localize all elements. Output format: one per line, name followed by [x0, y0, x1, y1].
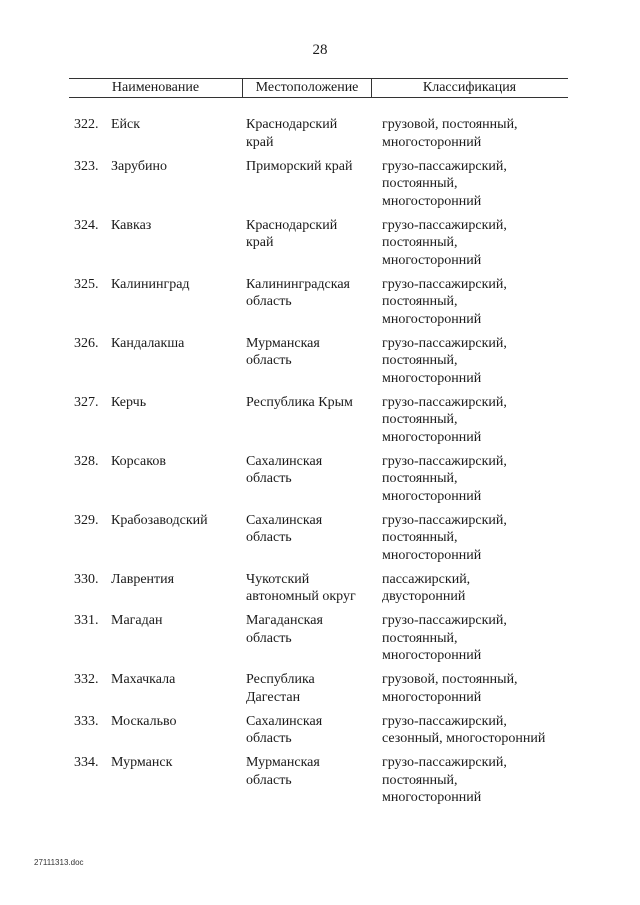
classification-line: грузо-пассажирский,	[382, 512, 507, 528]
classification-line: грузо-пассажирский,	[382, 755, 507, 770]
location-line: Республика Крым	[246, 394, 353, 410]
location-line: край	[246, 235, 274, 250]
port-location	[246, 512, 378, 547]
table-body	[0, 116, 640, 813]
classification-line: пассажирский,	[382, 571, 471, 587]
classification-line: многосторонний	[382, 134, 482, 150]
table-row	[0, 671, 640, 713]
port-name: Москальво	[111, 713, 177, 729]
table-header	[69, 78, 568, 98]
classification-line: грузо-пассажирский,	[382, 158, 507, 174]
table-row	[0, 512, 640, 571]
row-number: 325.	[74, 276, 99, 292]
port-classification	[382, 116, 582, 151]
row-number: 322.	[74, 117, 99, 132]
port-classification	[382, 276, 582, 329]
classification-line: грузо-пассажирский,	[382, 217, 507, 233]
location-line: Краснодарский	[246, 217, 338, 233]
port-name: Крабозаводский	[111, 512, 208, 528]
row-number: 333.	[74, 713, 99, 729]
row-number: 331.	[74, 613, 99, 628]
row-number: 326.	[74, 335, 99, 351]
page-number: 28	[312, 42, 328, 58]
table-row	[0, 158, 640, 217]
location-line: автономный округ	[246, 589, 356, 604]
port-name: Лаврентия	[111, 571, 175, 587]
port-location	[246, 158, 378, 176]
port-name: Магадан	[111, 613, 163, 628]
classification-line: постоянный,	[382, 530, 458, 545]
port-name: Керчь	[111, 394, 147, 410]
location-line: Республика	[246, 672, 315, 687]
classification-line: постоянный,	[382, 235, 458, 250]
port-classification	[382, 217, 582, 270]
location-line: Калининградская	[246, 276, 350, 292]
port-name: Калининград	[111, 276, 190, 292]
port-name: Ейск	[111, 117, 141, 132]
classification-line: многосторонний	[382, 790, 482, 805]
classification-line: постоянный,	[382, 353, 458, 368]
location-line: Мурманская	[246, 755, 320, 770]
classification-line: постоянный,	[382, 471, 458, 486]
location-line: Магаданская	[246, 613, 323, 628]
port-location	[246, 612, 378, 647]
port-location	[246, 394, 378, 412]
classification-line: постоянный,	[382, 294, 458, 309]
location-line: область	[246, 294, 292, 309]
classification-line: грузо-пассажирский,	[382, 394, 507, 410]
port-classification	[382, 571, 582, 606]
location-line: Сахалинская	[246, 713, 323, 729]
location-line: область	[246, 353, 292, 368]
port-location	[246, 453, 378, 488]
location-line: Краснодарский	[246, 117, 338, 132]
table-row	[0, 612, 640, 671]
location-line: область	[246, 731, 292, 746]
location-line: Приморский край	[246, 158, 353, 174]
column-header-name: Наименование	[111, 80, 200, 95]
classification-line: грузо-пассажирский,	[382, 713, 507, 729]
row-number: 332.	[74, 672, 99, 687]
port-name: Мурманск	[111, 755, 173, 770]
classification-line: сезонный, многосторонний	[382, 731, 546, 746]
column-header-classification: Классификация	[422, 80, 517, 95]
location-line: область	[246, 772, 292, 788]
classification-line: постоянный,	[382, 412, 458, 427]
table-row	[0, 116, 640, 158]
port-classification	[382, 512, 582, 565]
port-location	[246, 713, 378, 748]
location-line: Чукотский	[246, 571, 310, 587]
table-row	[0, 571, 640, 613]
port-location	[246, 571, 378, 606]
location-line: Сахалинская	[246, 512, 323, 528]
table-row	[0, 217, 640, 276]
table-row	[0, 394, 640, 453]
port-location	[246, 217, 378, 252]
classification-line: многосторонний	[382, 488, 482, 504]
port-classification	[382, 453, 582, 506]
classification-line: грузо-пассажирский,	[382, 613, 507, 628]
location-line: Сахалинская	[246, 453, 323, 469]
location-line: область	[246, 471, 292, 486]
classification-line: грузовой, постоянный,	[382, 672, 518, 687]
classification-line: многосторонний	[382, 252, 482, 268]
classification-line: многосторонний	[382, 547, 482, 563]
port-name: Махачкала	[111, 672, 176, 687]
port-classification	[382, 335, 582, 388]
location-line: область	[246, 530, 292, 545]
table-row	[0, 754, 640, 813]
location-line: Мурманская	[246, 335, 320, 351]
classification-line: многосторонний	[382, 311, 482, 327]
port-classification	[382, 713, 582, 748]
port-location	[246, 671, 378, 706]
port-location	[246, 335, 378, 370]
row-number: 324.	[74, 217, 99, 233]
table-row	[0, 335, 640, 394]
table-row	[0, 453, 640, 512]
port-classification	[382, 612, 582, 665]
location-line: Дагестан	[246, 689, 301, 705]
row-number: 327.	[74, 394, 99, 410]
row-number: 328.	[74, 453, 99, 469]
port-location	[246, 754, 378, 789]
classification-line: грузо-пассажирский,	[382, 335, 507, 351]
port-location	[246, 116, 378, 151]
classification-line: грузо-пассажирский,	[382, 453, 507, 469]
classification-line: постоянный,	[382, 630, 458, 646]
port-name: Зарубино	[111, 158, 167, 174]
location-line: край	[246, 134, 274, 150]
row-number: 334.	[74, 755, 99, 770]
table-row	[0, 713, 640, 755]
port-name: Корсаков	[111, 453, 166, 469]
footer-filename: 27111313.doc	[34, 858, 84, 867]
port-classification	[382, 754, 582, 807]
port-classification	[382, 671, 582, 706]
classification-line: многосторонний	[382, 689, 482, 705]
row-number: 330.	[74, 571, 99, 587]
port-name: Кавказ	[111, 217, 152, 233]
classification-line: многосторонний	[382, 370, 482, 386]
row-number: 329.	[74, 512, 99, 528]
classification-line: многосторонний	[382, 193, 482, 209]
port-location	[246, 276, 378, 311]
port-name: Кандалакша	[111, 335, 185, 351]
port-classification	[382, 158, 582, 211]
classification-line: многосторонний	[382, 648, 482, 663]
classification-line: постоянный,	[382, 176, 458, 191]
classification-line: грузо-пассажирский,	[382, 276, 507, 292]
row-number: 323.	[74, 158, 99, 174]
location-line: область	[246, 630, 292, 646]
table-row	[0, 276, 640, 335]
classification-line: грузовой, постоянный,	[382, 117, 518, 132]
port-classification	[382, 394, 582, 447]
classification-line: постоянный,	[382, 772, 458, 788]
classification-line: многосторонний	[382, 429, 482, 445]
column-header-location: Местоположение	[242, 79, 372, 97]
classification-line: двусторонний	[382, 589, 466, 604]
